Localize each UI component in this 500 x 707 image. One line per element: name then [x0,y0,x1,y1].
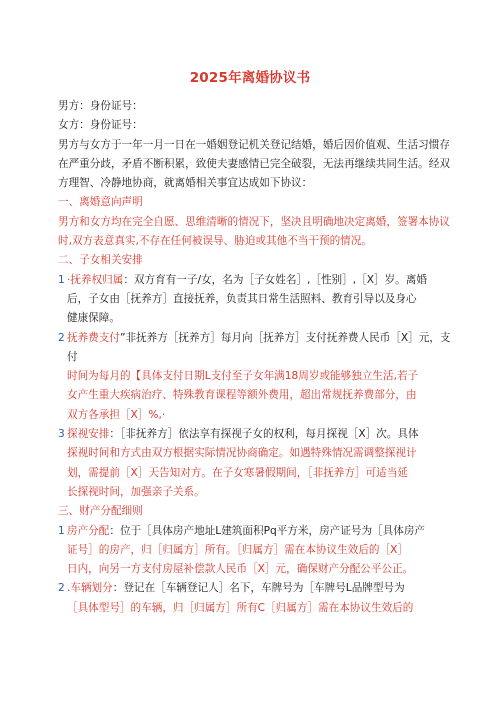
item-number: 2 [58,582,65,595]
item-lead: 探视安排 [67,428,110,441]
item-line: ：［非抚养方］依法享有探视子女的权利，每月探视［X］次。具体 [109,428,419,441]
item-number: 2 [58,331,65,344]
item-line: 划，需提前［X］天告知对方。在子女寒暑假期间，［非抚养方］可适当延 [67,466,408,479]
list-item-custody [58,271,458,329]
item-line: ：登记在［车辆登记人］名下，车牌号为［车牌号L品牌型号为 [112,582,405,595]
item-line: 女产生重大疾病治疗、特殊教育课程等额外费用，超出常规抚养费部分，由 [67,389,417,402]
item-line: 证号］的房产，归［归属方］所有。［归属方］需在本协议生效后的［X］ [67,543,408,556]
list-item-support [58,329,458,425]
item-lead: ·抚养权归属 [67,273,124,286]
item-number: 1 [58,273,65,286]
section-heading-2: 二、子女相关安排 [58,254,143,267]
item-line: ：位于［具体房产地址L建筑面积Pq平方米，房产证号为［具体房产 [109,524,426,537]
document-body [58,97,458,618]
list-item-property [58,522,458,580]
intro-paragraph: 男方与女方于一年一月一日在一婚姻登记机关登记结婚，婚后因价值观、生活习惯存在严重分歧，矛盾不断积累，致使夫妻感情已完全破裂，无法再继续共同生活。经双方理智、冷静地协商，就离婚相关事宜达成如下协议： [58,138,450,190]
section-1-paragraph: 男方和女方均在完全自愿、思维清晰的情况下，坚决且明确地决定离婚，签署本协议时,双方表意真实,不存在任何被误导、胁迫或其他不当干预的情况。 [58,215,450,248]
section-heading-3: 三、财产分配细则 [58,505,143,518]
item-line: ：双方育有一子/女，名为［子女姓名］,［性别］,［X］岁。离婚 [123,273,427,286]
item-line: 探视时间和方式由双方根据实际情况协商确定。如遇特殊情况需调整探视计 [67,447,417,460]
item-line: 健康保障。 [67,312,120,325]
item-line: 后，子女由［抚养方］直接抚养，负责其日常生活照料、教育引导以及身心 [67,292,417,305]
item-lead: 抚养费支付 [67,331,120,344]
item-line: ［具体型号］的车辆，归［归属方］所有C［归属方］需在本协议生效后的 [67,601,414,614]
male-id-line: 男方：身份证号： [58,100,143,112]
item-lead: .车辆划分 [67,582,113,595]
item-line: ”非抚养方［抚养方］每月向［抚养方］支付抚养费人民币［X］元，支付 [67,331,451,363]
item-line: 时间为每月的【具体支付日期L支付至子女年满18周岁或能够独立生活,若子 [67,370,419,383]
item-lead: 房产分配 [67,524,110,537]
document-title: 2025年离婚协议书 [189,70,311,86]
female-id-line: 女方：身份证号： [58,119,143,132]
item-number: 3 [58,428,65,441]
item-line: 双方各承担［X］%,· [67,408,166,421]
item-line: 日内，向另一方支付房屋补偿款人民币［X］元，确保财产分配公平公正。 [67,563,414,576]
item-line: 长探视时间，加强亲子关系。 [67,485,205,498]
item-number: 1 [58,524,65,537]
list-item-vehicle [58,579,458,618]
list-item-visitation [58,425,458,502]
section-heading-1: 一、离婚意向声明 [58,196,143,209]
